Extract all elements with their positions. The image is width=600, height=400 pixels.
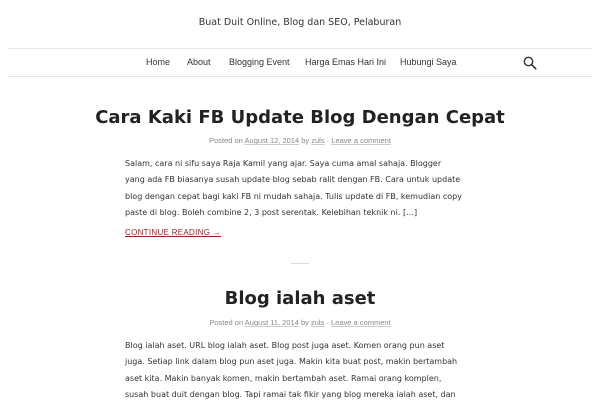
excerpt-line: aset kita. Makin banyak komen, makin bertambah aset. Ramai orang komplen, <box>125 373 442 383</box>
meta-prefix: Posted on <box>209 136 243 145</box>
post-meta <box>0 136 600 145</box>
post-separator <box>291 263 309 264</box>
post-meta <box>0 318 600 327</box>
meta-by: by <box>300 318 309 327</box>
excerpt-line: juga. Setiap link dalam blog pun aset juga. Makin kita buat post, makin bertambah <box>125 357 458 367</box>
meta-separator: · <box>326 136 330 145</box>
meta-separator: · <box>326 318 329 327</box>
excerpt-line: Blog ialah aset. URL blog ialah aset. Blog post juga aset. Komen orang pun aset <box>125 341 445 350</box>
post-author-link[interactable]: zuls <box>310 318 325 327</box>
nav-divider-bottom <box>8 76 592 77</box>
post-title[interactable]: Cara Kaki FB Update Blog Dengan Cepat <box>95 107 505 128</box>
excerpt-line: paste di blog. Boleh combine 2, 3 post serentak. Kelebihan teknik ni. […] <box>125 207 418 217</box>
leave-comment-link[interactable]: Leave a comment <box>331 318 391 327</box>
excerpt-line: susah buat duit dengan blog. Tapi ramai tak fikir yang blog mereka ialah aset, dan <box>125 389 456 399</box>
post-author-link[interactable]: zuls <box>311 136 325 145</box>
site-tagline: Buat Duit Online, Blog dan SEO, Pelaburan <box>198 17 402 28</box>
post-excerpt <box>125 338 477 400</box>
search-icon[interactable] <box>523 55 537 69</box>
leave-comment-link[interactable]: Leave a comment <box>331 136 391 145</box>
nav-item-about[interactable]: About <box>187 57 211 67</box>
meta-prefix: Posted on <box>209 318 244 327</box>
continue-reading-link[interactable]: CONTINUE READING → <box>125 228 222 237</box>
post-date-link[interactable]: August 11, 2014 <box>244 318 299 327</box>
post-title[interactable]: Blog ialah aset <box>224 288 376 309</box>
nav-item-blogging-event[interactable]: Blogging Event <box>229 57 290 67</box>
excerpt-line: Salam, cara ni sifu saya Raja Kamil yang ajar. Saya cuma amal sahaja. Blogger <box>125 159 442 168</box>
post-excerpt <box>125 156 477 221</box>
nav-item-home[interactable]: Home <box>146 57 171 67</box>
nav-item-hubungi-saya[interactable]: Hubungi Saya <box>400 57 457 67</box>
post-date-link[interactable]: August 12, 2014 <box>244 136 300 145</box>
main-nav <box>0 49 600 76</box>
nav-item-harga-emas[interactable]: Harga Emas Hari Ini <box>305 57 387 67</box>
meta-by: by <box>301 136 310 145</box>
excerpt-line: yang ada FB biasanya susah update blog sebab ralit dengan FB. Cara untuk update <box>125 175 461 185</box>
excerpt-line: blog dengan cepat bagi kaki FB ni mudah sahaja. Tulis update di FB, kemudian copy <box>125 191 462 201</box>
